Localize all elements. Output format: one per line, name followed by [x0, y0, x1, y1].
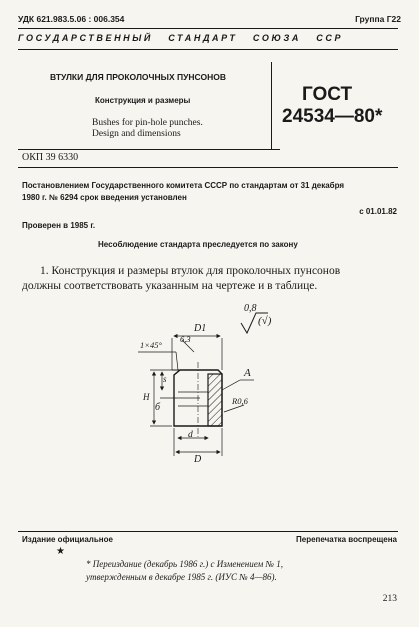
decree-line1: Постановлением Государственного комитета СССР по стандартам от 31 декабря: [22, 181, 345, 190]
dim-chamfer-roughness: 6,3: [180, 334, 191, 344]
paragraph-1-line2: должны соответствовать указанным на чертеже и в таблице.: [22, 280, 318, 292]
dim-s: s: [163, 374, 167, 384]
state-standard-banner: ГОСУДАРСТВЕННЫЙ СТАНДАРТ СОЮЗА ССР: [18, 33, 344, 43]
reissue-note-line2: утвержденным в декабре 1985 г. (ИУС № 4—86).: [86, 572, 277, 582]
dim-chamfer: 1×45°: [140, 340, 162, 350]
udk-code: УДК 621.983.5.06 : 006.354: [18, 14, 125, 24]
title-en-line2: Design and dimensions: [92, 129, 181, 139]
group-code: Группа Г22: [355, 14, 401, 24]
bushing-body: [172, 362, 222, 438]
gost-number: 24534—80*: [282, 106, 383, 127]
law-warning: Несоблюдение стандарта преследуется по закону: [98, 240, 298, 249]
reissue-note-line1: * Переиздание (декабрь 1986 г.) с Изменением № 1,: [86, 559, 283, 569]
dim-d: d: [188, 430, 193, 440]
footer-rule: [18, 531, 398, 532]
edition-star-icon: ★: [56, 546, 65, 557]
dim-h: H: [143, 392, 150, 402]
official-edition: Издание официальное: [22, 535, 113, 544]
paragraph-1-line1: 1. Конструкция и размеры втулок для проколочных пунсонов: [40, 265, 341, 277]
dim-d-big: D: [194, 454, 202, 465]
checked-year: Проверен в 1985 г.: [22, 221, 96, 230]
effective-date: с 01.01.82: [359, 207, 397, 216]
title-ru: ВТУЛКИ ДЛЯ ПРОКОЛОЧНЫХ ПУНСОНОВ: [50, 72, 226, 82]
dim-d1: D1: [194, 323, 207, 334]
dim-radius: R0,6: [232, 396, 248, 406]
section-a-label: А: [244, 367, 251, 379]
dim-b: б: [155, 402, 161, 413]
title-en-line1: Bushes for pin-hole punches.: [92, 118, 203, 128]
okp-code: ОКП 39 6330: [22, 152, 79, 163]
roughness-value: 0,8: [244, 303, 257, 314]
gost-label: ГОСТ: [302, 84, 353, 105]
reprint-prohibited: Перепечатка воспрещена: [296, 535, 397, 544]
decree-line2: 1980 г. № 6294 срок введения установлен: [22, 193, 187, 202]
title-ru-subtitle: Конструкция и размеры: [95, 96, 191, 105]
roughness-parenthesis: (√): [258, 315, 272, 327]
page-number: 213: [382, 594, 397, 604]
